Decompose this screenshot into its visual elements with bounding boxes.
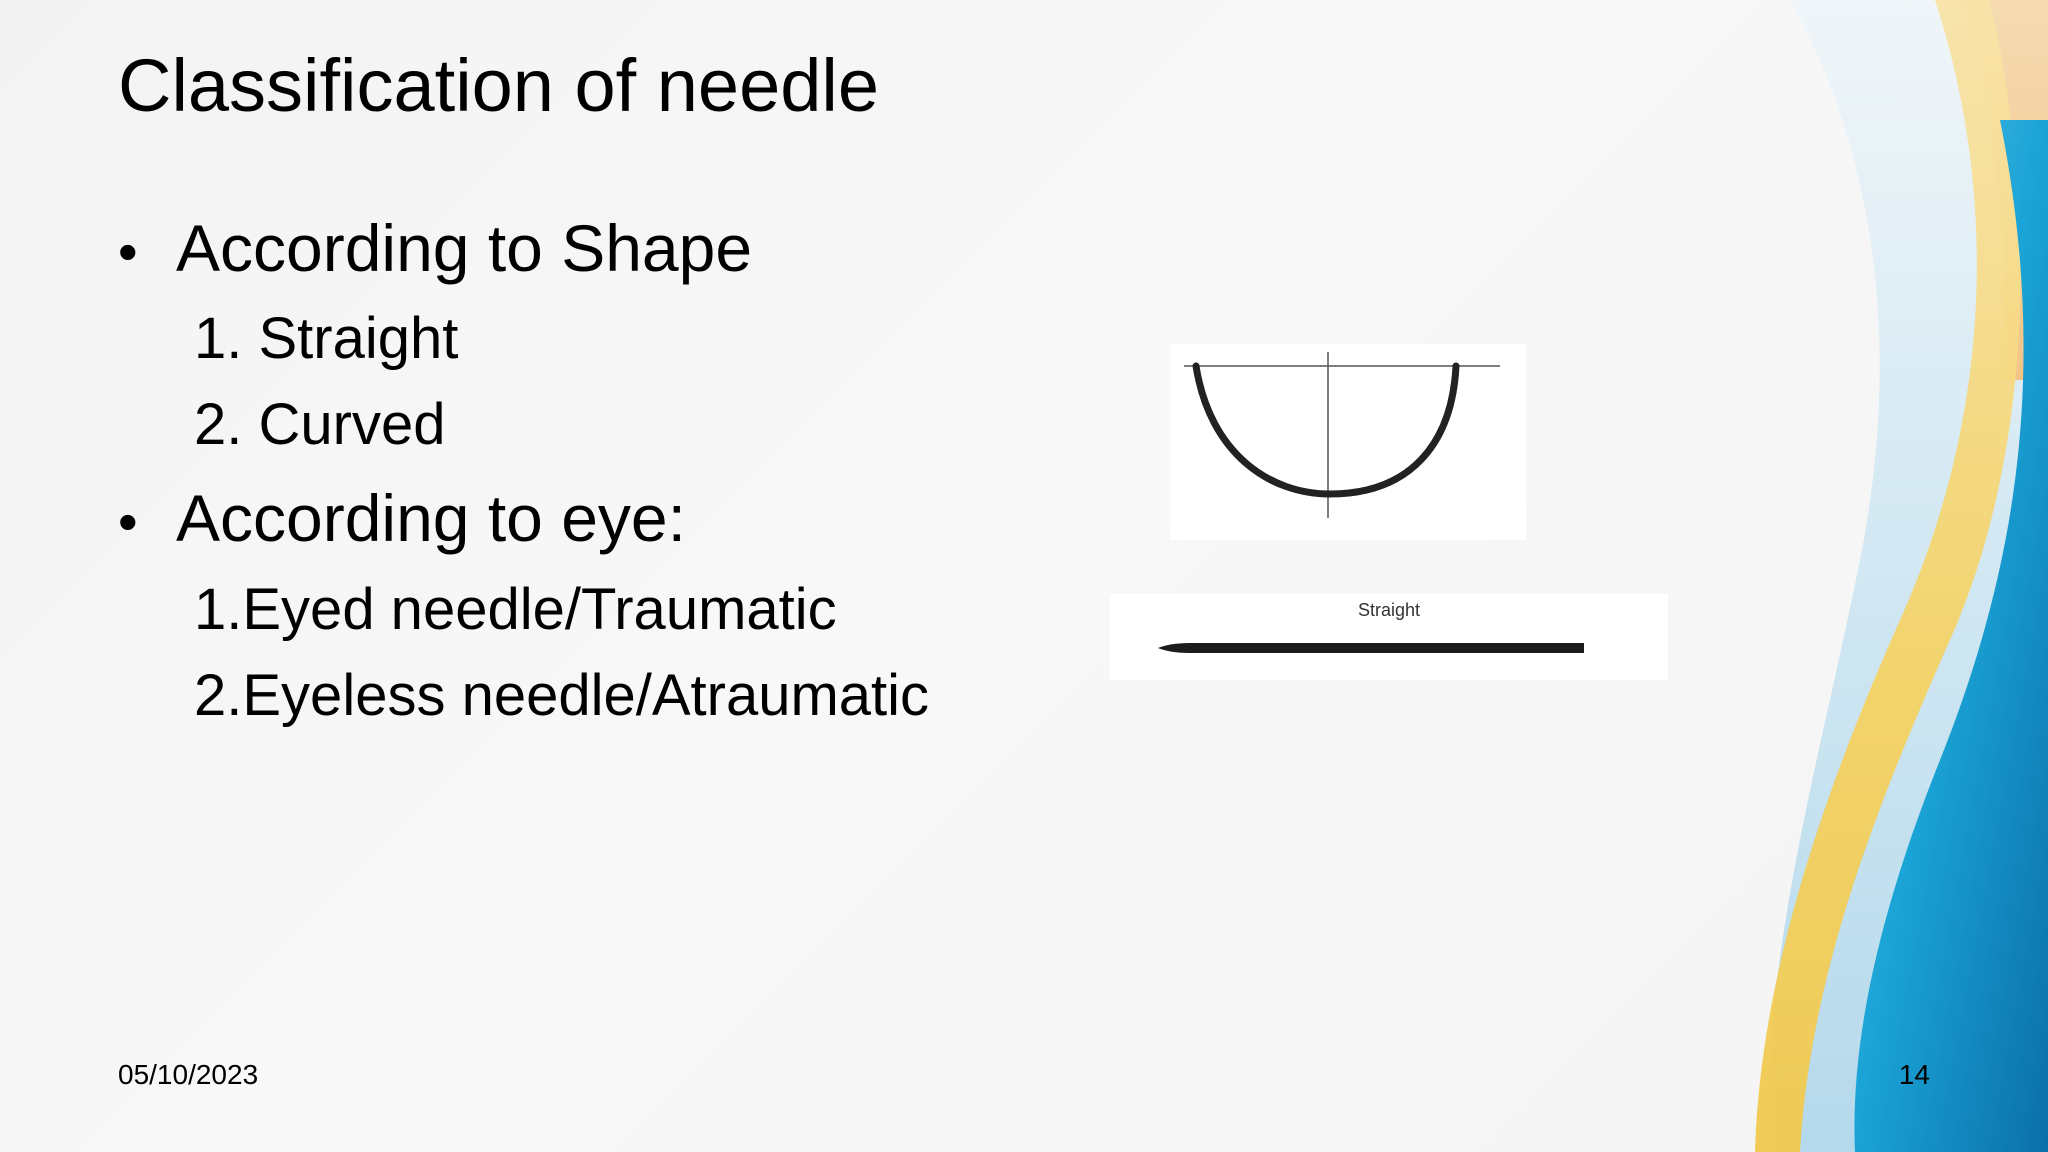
curved-needle-figure <box>1170 344 1526 540</box>
straight-needle-icon <box>1110 594 1668 680</box>
list-item-curved: 2. Curved <box>194 392 446 457</box>
bullet-label: According to Shape <box>176 211 753 285</box>
page-number: 14 <box>1898 1059 1930 1090</box>
footer-date: 05/10/2023 <box>118 1059 259 1090</box>
list-item-eyeless: 2.Eyeless needle/Atraumatic <box>194 663 930 728</box>
straight-needle-label-text: Straight <box>1357 600 1421 620</box>
slide-title: Classification of needle <box>118 44 879 127</box>
bullet-shape <box>118 208 752 292</box>
bullet-marker: • <box>118 490 138 553</box>
straight-needle-figure <box>1110 594 1668 680</box>
list-item-straight: 1. Straight <box>194 306 459 371</box>
bullet-eye <box>118 478 686 562</box>
bullet-marker: • <box>118 220 138 283</box>
bullet-label: According to eye: <box>176 481 686 555</box>
list-item-eyed: 1.Eyed needle/Traumatic <box>194 577 837 642</box>
curved-needle-icon <box>1170 344 1526 540</box>
